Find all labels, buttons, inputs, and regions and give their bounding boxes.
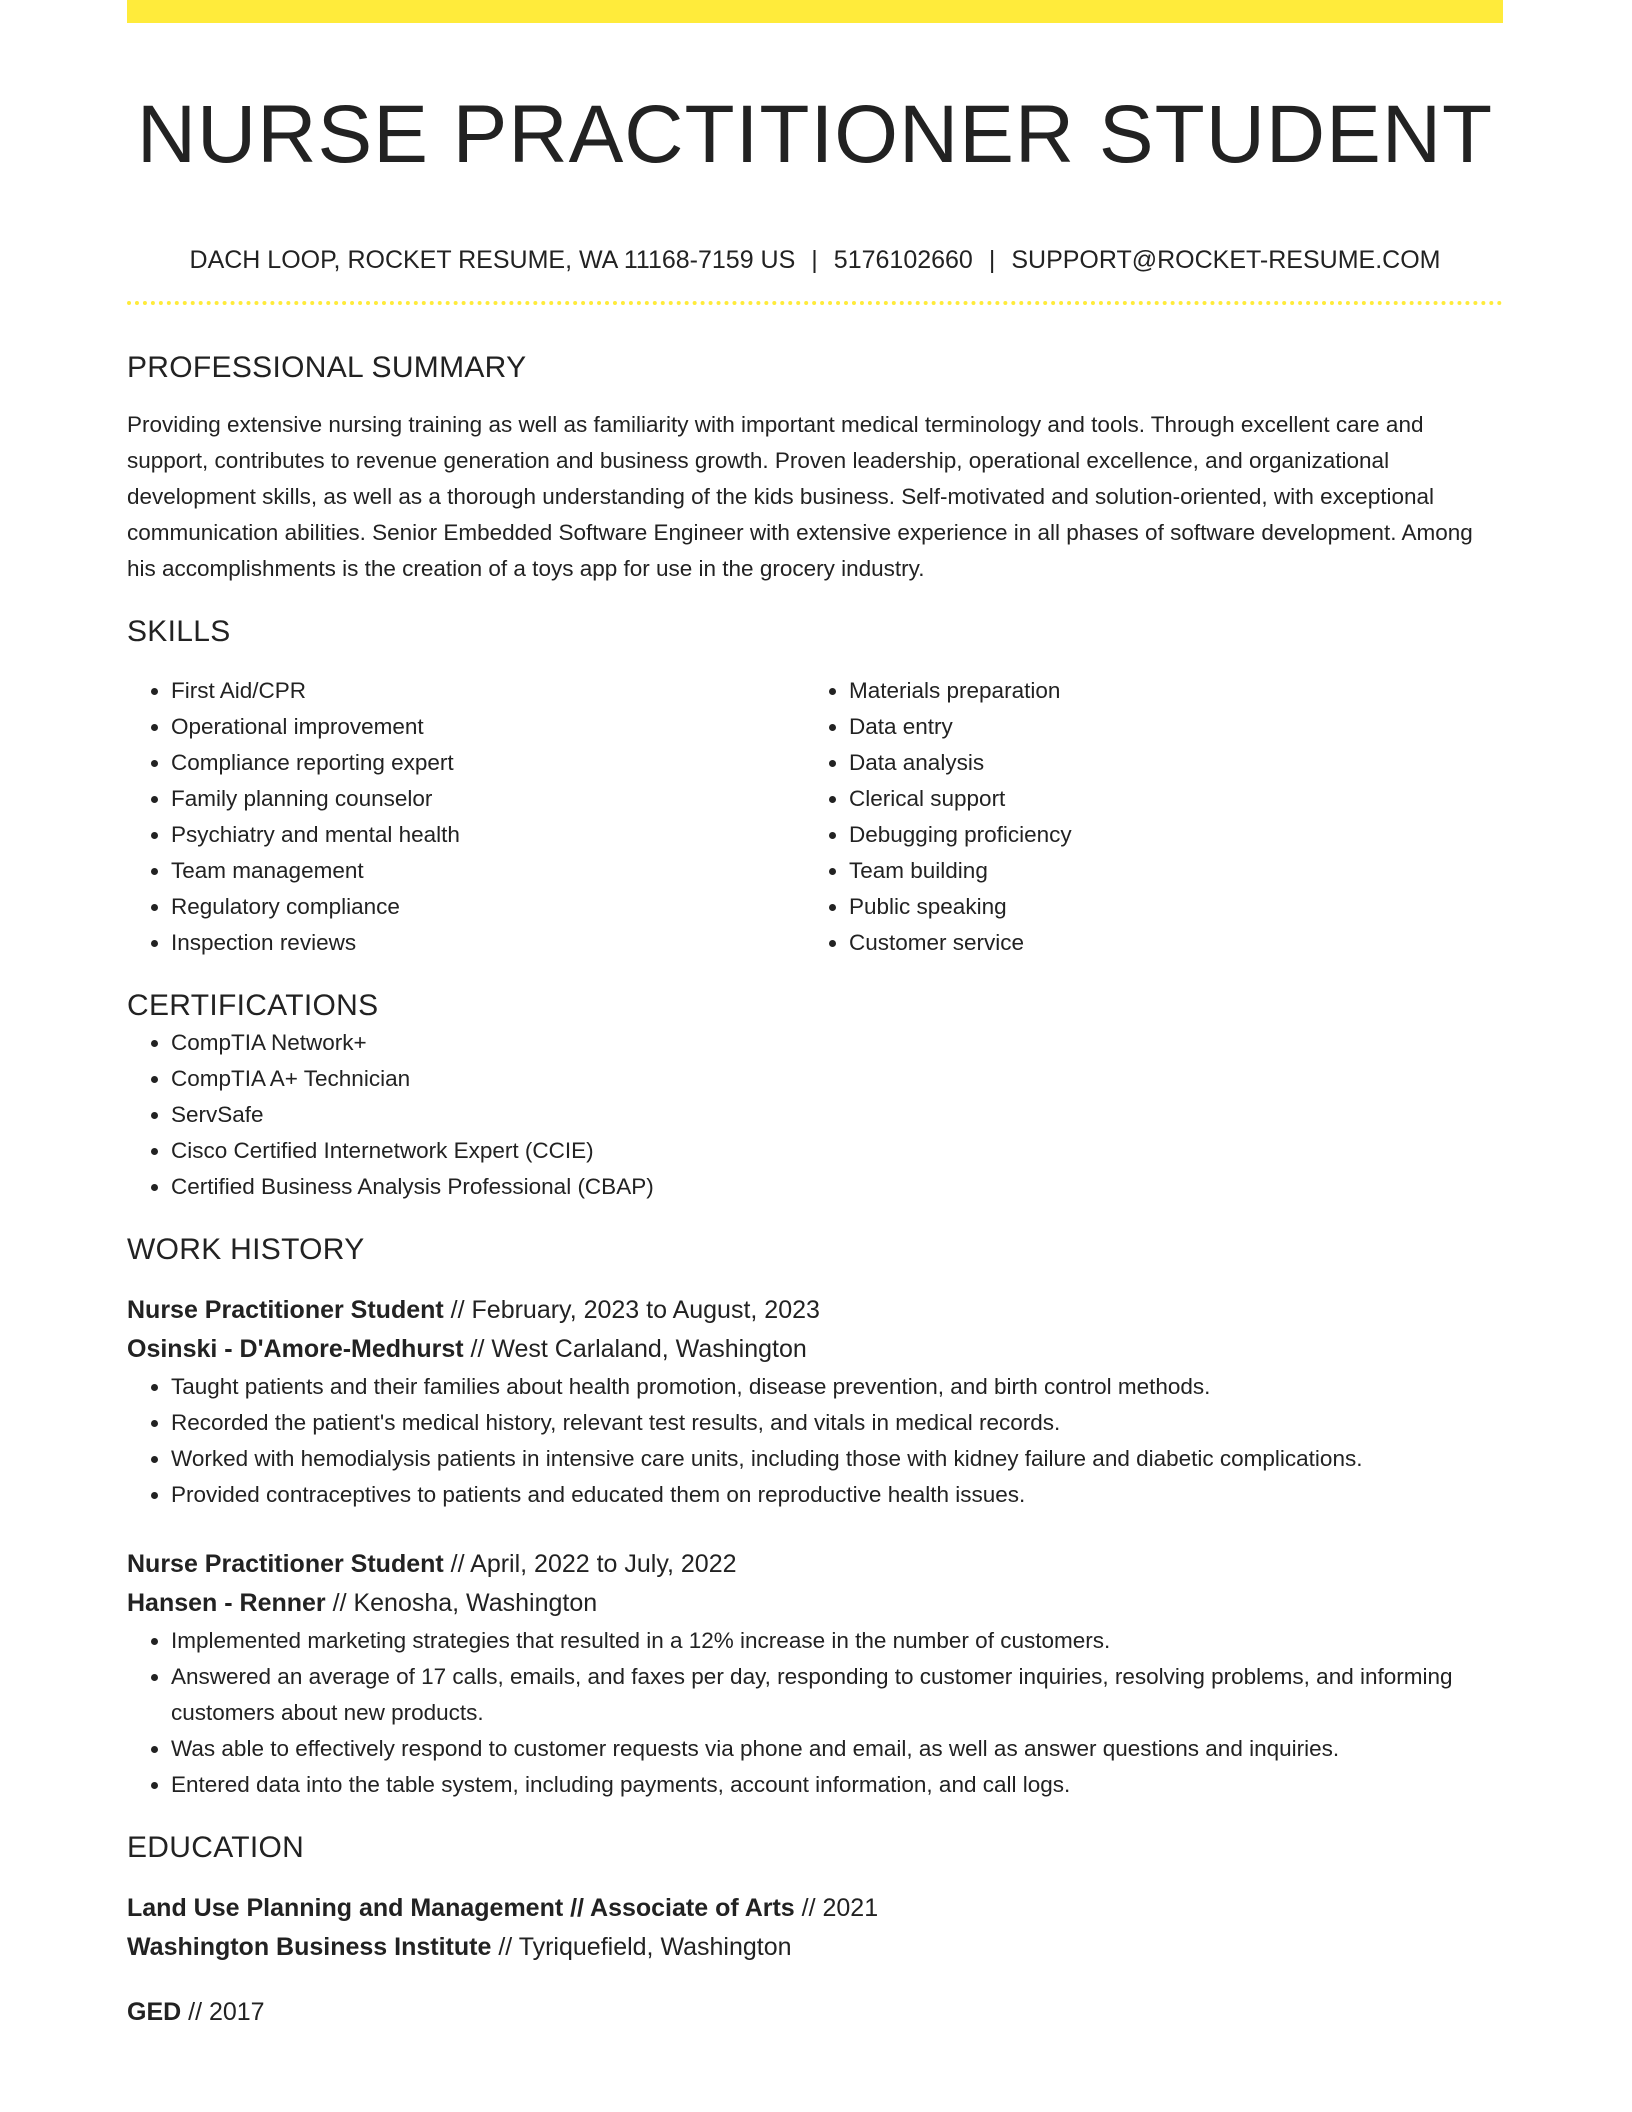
work-history-heading: WORK HISTORY bbox=[127, 1233, 365, 1266]
skill-item: • Regulatory compliance bbox=[171, 889, 805, 925]
job-location: // West Carlaland, Washington bbox=[463, 1335, 807, 1363]
education-spacer bbox=[127, 1967, 1503, 1993]
contact-line bbox=[127, 243, 1503, 277]
skill-item: • Clerical support bbox=[849, 781, 1483, 817]
education-degree: GED bbox=[127, 1998, 182, 2026]
skill-item: • Customer service bbox=[849, 925, 1483, 961]
skill-item: • Inspection reviews bbox=[171, 925, 805, 961]
job-company-line bbox=[127, 1330, 1503, 1369]
education-location: // Tyriquefield, Washington bbox=[491, 1933, 792, 1961]
skill-item: • First Aid/CPR bbox=[171, 673, 805, 709]
education-year: // 2021 bbox=[794, 1894, 879, 1922]
education-school-line bbox=[127, 1928, 1503, 1967]
certification-item: • CompTIA Network+ bbox=[171, 1025, 1503, 1061]
job-location: // Kenosha, Washington bbox=[325, 1589, 598, 1617]
contact-address: DACH LOOP, ROCKET RESUME, WA 11168-7159 US bbox=[189, 246, 796, 274]
skill-item: • Team building bbox=[849, 853, 1483, 889]
skills-columns bbox=[127, 673, 1503, 961]
resume-page bbox=[127, 0, 1503, 2032]
skill-item: • Team management bbox=[171, 853, 805, 889]
job-company: Osinski - D'Amore-Medhurst bbox=[127, 1335, 464, 1363]
resume-name: NURSE PRACTITIONER STUDENT bbox=[136, 89, 1494, 180]
skills-column-left bbox=[127, 673, 805, 961]
job-bullet: • Entered data into the table system, including payments, account information, and call logs. bbox=[171, 1767, 1503, 1803]
contact-separator: | bbox=[988, 246, 996, 274]
education-degree-line bbox=[127, 1993, 1503, 2032]
job-bullet: • Recorded the patient's medical history, relevant test results, and vitals in medical records. bbox=[171, 1405, 1503, 1441]
job-bullet-list bbox=[127, 1623, 1503, 1803]
skills-list-left bbox=[127, 673, 805, 961]
job-bullet-list bbox=[127, 1369, 1503, 1513]
skill-item: • Debugging proficiency bbox=[849, 817, 1483, 853]
education-entry bbox=[127, 1889, 1503, 1967]
education-degree: Land Use Planning and Management // Associate of Arts bbox=[127, 1894, 795, 1922]
job-bullet: • Implemented marketing strategies that resulted in a 12% increase in the number of customers. bbox=[171, 1623, 1503, 1659]
job-company: Hansen - Renner bbox=[127, 1589, 326, 1617]
job-role: Nurse Practitioner Student bbox=[127, 1296, 444, 1324]
skills-list-right bbox=[805, 673, 1483, 961]
job-entry bbox=[127, 1545, 1503, 1803]
certifications-heading: CERTIFICATIONS bbox=[127, 989, 379, 1022]
summary-heading: PROFESSIONAL SUMMARY bbox=[127, 351, 527, 384]
certification-item: • Cisco Certified Internetwork Expert (CCIE) bbox=[171, 1133, 1503, 1169]
certification-item: • Certified Business Analysis Professional (CBAP) bbox=[171, 1169, 1503, 1205]
job-dates: // April, 2022 to July, 2022 bbox=[443, 1550, 737, 1578]
contact-email: SUPPORT@ROCKET-RESUME.COM bbox=[1011, 246, 1441, 274]
job-company-line bbox=[127, 1584, 1503, 1623]
job-bullet: • Provided contraceptives to patients and educated them on reproductive health issues. bbox=[171, 1477, 1503, 1513]
accent-top-bar bbox=[127, 0, 1503, 23]
contact-phone: 5176102660 bbox=[833, 246, 973, 274]
job-dates: // February, 2023 to August, 2023 bbox=[443, 1296, 820, 1324]
job-spacer bbox=[127, 1513, 1503, 1545]
education-year: // 2017 bbox=[181, 1998, 265, 2026]
job-bullet: • Was able to effectively respond to customer requests via phone and email, as well as answer questions and inquiries. bbox=[171, 1731, 1503, 1767]
job-bullet: • Answered an average of 17 calls, emails, and faxes per day, responding to customer inquiries, resolving problems, and informing customers about new products. bbox=[171, 1659, 1503, 1731]
skill-item: • Public speaking bbox=[849, 889, 1483, 925]
job-role: Nurse Practitioner Student bbox=[127, 1550, 444, 1578]
certifications-list bbox=[127, 1025, 1503, 1205]
job-title-line bbox=[127, 1545, 1503, 1584]
education-school: Washington Business Institute bbox=[127, 1933, 492, 1961]
job-title-line bbox=[127, 1291, 1503, 1330]
skill-item: • Operational improvement bbox=[171, 709, 805, 745]
skill-item: • Psychiatry and mental health bbox=[171, 817, 805, 853]
skills-heading: SKILLS bbox=[127, 615, 231, 648]
job-bullet: • Worked with hemodialysis patients in intensive care units, including those with kidney failure and diabetic complications. bbox=[171, 1441, 1503, 1477]
job-entry bbox=[127, 1291, 1503, 1513]
education-entry bbox=[127, 1993, 1503, 2032]
certification-item: • CompTIA A+ Technician bbox=[171, 1061, 1503, 1097]
dotted-divider bbox=[127, 301, 1503, 305]
skill-item: • Data entry bbox=[849, 709, 1483, 745]
skill-item: • Materials preparation bbox=[849, 673, 1483, 709]
skill-item: • Family planning counselor bbox=[171, 781, 805, 817]
education-heading: EDUCATION bbox=[127, 1831, 305, 1864]
skills-column-right bbox=[805, 673, 1483, 961]
contact-separator: | bbox=[811, 246, 818, 274]
summary-text: Providing extensive nursing training as well as familiarity with important medical terminology and tools. Through excellent care and support, contributes to revenue generation and business growth. Proven leadership, operational excellence, and organizational development skills, as well as a thorough understanding of the kids business. Self-motivated and solution-oriented, with exceptional communication abilities. Senior Embedded Software Engineer with extensive experience in all phases of software development. Among his accomplishments is the creation of a toys app for use in the grocery industry. bbox=[127, 412, 1473, 581]
skill-item: • Compliance reporting expert bbox=[171, 745, 805, 781]
certification-item: • ServSafe bbox=[171, 1097, 1503, 1133]
skill-item: • Data analysis bbox=[849, 745, 1483, 781]
job-bullet: • Taught patients and their families about health promotion, disease prevention, and birth control methods. bbox=[171, 1369, 1503, 1405]
education-degree-line bbox=[127, 1889, 1503, 1928]
